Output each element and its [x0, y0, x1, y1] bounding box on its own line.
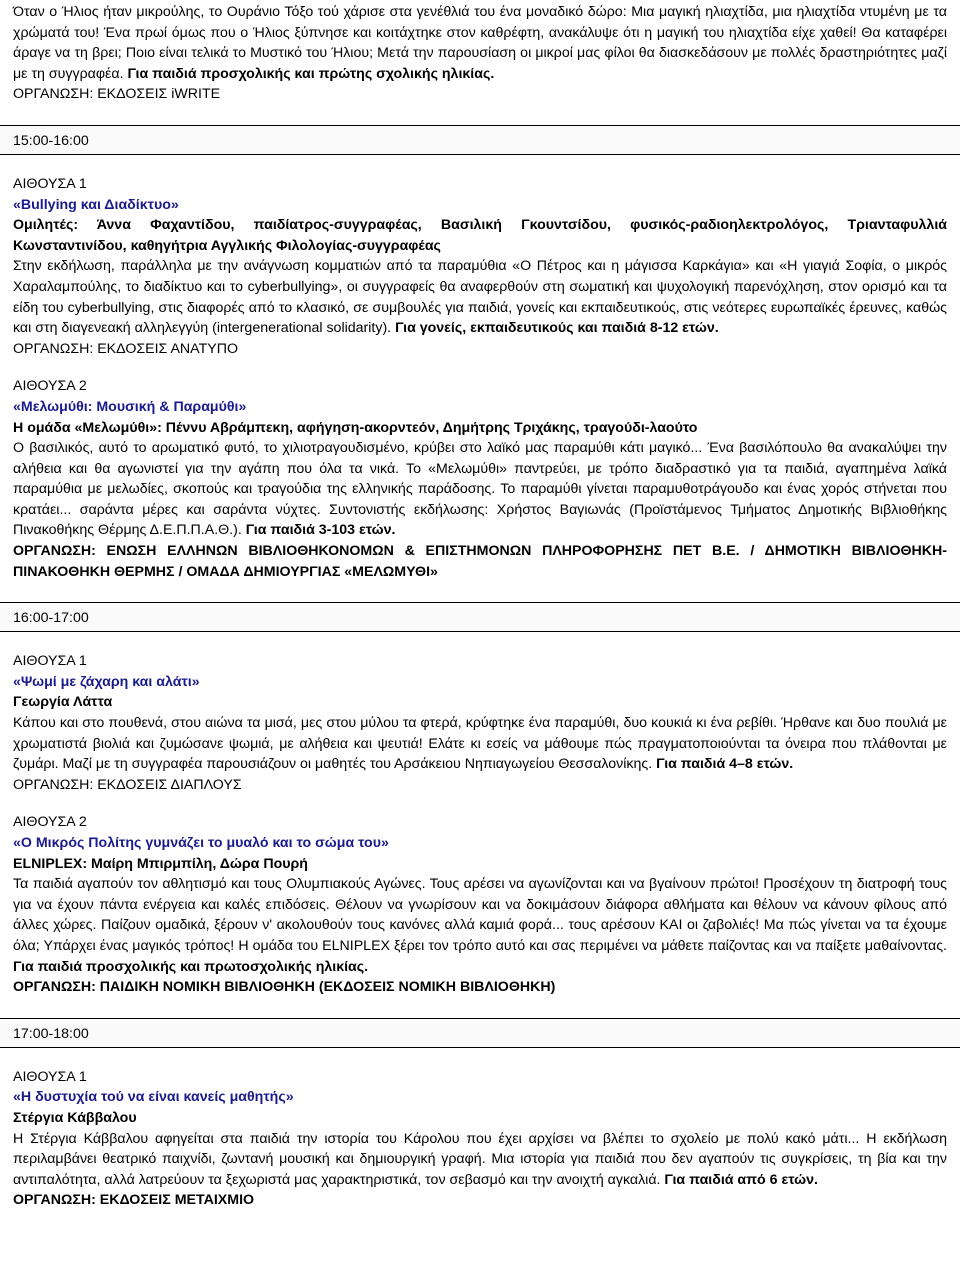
session-description-block — [13, 1129, 947, 1191]
session-description: Ο βασιλικός, αυτό το αρωματικό φυτό, το χιλιοτραγουδισμένο, κρύβει στο λαϊκό μας παραμύθι κάτι μαγικό... Ένα βασιλόπουλο θα ανακαλύψει την αλήθεια και θα αγωνιστεί για την αγάπη που όλα τα νικά. Το «Μελωμύθι» παντρεύει, με τρόπο διαδραστικό για τα παιδιά, αγαπημένα λαϊκά παραμύθια με μελωδίες, σκοπούς και τραγούδια της ελληνικής παράδοσης. Το παραμύθι γίνεται παραμυθοτράγουδο και ένας χορός στήνεται που κρατάει... σαράντα μέρες και σαράντα νύχτες. Συντονιστής εκδήλωσης: Χρήστος Βαγιωνάς (Προϊστάμενος Τμήματος Δημοτικής Βιβλιοθήκης Πινακοθήκης Θέρμης Δ.Ε.Π.Π.Α.Θ.). — [13, 440, 947, 539]
session-description: Τα παιδιά αγαπούν τον αθλητισμό και τους Ολυμπιακούς Αγώνες. Τους αρέσει να αγωνίζονται και να βγαίνουν πρώτοι! Προσέχουν τη διατροφή τους για να έχουν πάντα ενέργεια και καλές επιδόσεις. Θέλουν να γνωρίσουν και να δοκιμάσουν διάφορα αθλήματα και θέλουν να κάνουν φίλους από άλλες χώρες. Παίζουν ομαδικά, ξέρουν ν' ακολουθούν τους κανόνες αλλά καμιά φορά... τους αρέσουν ΚΑΙ οι ζαβολιές! Μα πώς γίνεται να τα έχουμε όλα; Υπάρχει ένας μαγικός τρόπος! Η ομάδα του ELNIPLEX ξέρει τον τρόπο αυτό και σας περιμένει να μάθετε παίζοντας και να παίξετε μαθαίνοντας. — [13, 876, 947, 954]
session-description-block — [13, 438, 947, 541]
session — [13, 1067, 947, 1211]
room-label: ΑΙΘΟΥΣΑ 1 — [13, 1068, 87, 1085]
session-description: Κάπου και στο πουθενά, στου αιώνα τα μισά, μες στου μύλου τα φτερά, κρύφτηκε ένα παραμύθι, δυο κουκιά κι ένα ρεβίθι. Ήρθανε και δυο πουλιά με χρωματιστά βιολιά και ζυμώσανε ψωμιά, με αλήθεια και ψευτιά! Ελάτε κι εσείς να μάθουμε πώς πραγματοποιούνται τα όνειρα που πλάθονται με ζυμάρι. Μαζί με τη συγγραφέα παρουσιάζουν οι μαθητές του Αρσάκειου Νηπιαγωγείου Θεσσαλονίκης. — [13, 715, 947, 773]
session-speakers: Ομιλητές: Άννα Φαχαντίδου, παιδίατρος-συγγραφέας, Βασιλική Γκουντσίδου, φυσικός-ραδιοηλεκτρολόγος, Τριανταφυλλιά Κωνσταντινίδου, καθηγήτρια Αγγλικής Φιλολογίας-συγγραφέας — [13, 217, 947, 254]
session-description: Στην εκδήλωση, παράλληλα με την ανάγνωση κομματιών από τα παραμύθια «Ο Πέτρος και η μάγισσα Καρκάγια» και «Η γιαγιά Σοφία, ο μικρός Χαραλαμπούλης, το διαδίκτυο και το cyberbullying», οι συγγραφείς θα αναφερθούν στη σωματική και ψυχολογική παρενόχληση, στον ορισμό και τα είδη του cyberbullying, στις διαφορές από το κλασικό, σε συμβουλές για παιδιά, γονείς και εκπαιδευτικούς, στις νεότερες ευρωπαϊκές έρευνες, καθώς και στη διαγενεακή αλληλεγγύη (intergenerational solidarity). — [13, 258, 947, 337]
intro-paragraph — [13, 0, 947, 84]
session-description-block — [13, 256, 947, 338]
intro-text: Όταν ο Ήλιος ήταν μικρούλης, το Ουράνιο Τόξο τού χάρισε στα γενέθλιά του ένα μοναδικό δώρο: Μια μαγική ηλιαχτίδα, μια ηλιαχτίδα ντυμένη με τα χρώματά του! Ένα πρωί όμως που ο Ήλιος ξύπνησε και κοιτάχτηκε στον καθρέφτη, ανακάλυψε ότι η μαγική του ηλιαχτίδα είχε χαθεί! Θα καταφέρει άραγε να τη βρει; Ποιο είναι τελικά το Μυστικό του Ήλιου; Μετά την παρουσίαση οι μικροί μας φίλοι θα διασκεδάσουν με πολλές δραστηριότητες μαζί με τη συγγραφέα. — [13, 4, 947, 82]
session-title: «Ο Μικρός Πολίτης γυμνάζει το μυαλό και το σώμα του» — [13, 835, 389, 851]
session-organizer: ΟΡΓΑΝΩΣΗ: ΕΝΩΣΗ ΕΛΛΗΝΩΝ ΒΙΒΛΙΟΘΗΚΟΝΟΜΩΝ & ΕΠΙΣΤΗΜΟΝΩΝ ΠΛΗΡΟΦΟΡΗΣΗΣ ΠΕΤ Β.Ε. / ΔΗΜΟΤΙΚΗ ΒΙΒΛΙΟΘΗΚΗ-ΠΙΝΑΚΟΘΗΚΗ ΘΕΡΜΗΣ / ΟΜΑΔΑ ΔΗΜΙΟΥΡΓΙΑΣ «ΜΕΛΩΜΥΘΙ» — [13, 543, 947, 580]
time-slot-label: 17:00-18:00 — [13, 1025, 89, 1042]
time-slot-header — [0, 125, 960, 155]
time-slot-label: 16:00-17:00 — [13, 610, 89, 627]
session-description: Η Στέργια Κάββαλου αφηγείται στα παιδιά την ιστορία του Κάρολου που έχει αρχίσει να βλέπει το σχολείο με πολύ κακό μάτι... Η εκδήλωση περιλαμβάνει θεατρικό παιχνίδι, ζωντανή μουσική και δημιουργική γραφή. Μια ιστορία για παιδιά που δεν αγαπούν τις συγκρίσεις, τη βία και την αντιπαλότητα, αλλά λατρεύουν τα ξεχωριστά μας χαρακτηριστικά, τον σεβασμό και την ανοιχτή αγκαλιά. — [13, 1130, 947, 1188]
room-label: ΑΙΘΟΥΣΑ 2 — [13, 378, 87, 395]
intro-organizer: ΟΡΓΑΝΩΣΗ: ΕΚΔΟΣΕΙΣ iWRITE — [13, 86, 221, 103]
session-audience: Για παιδιά από 6 ετών. — [664, 1171, 818, 1188]
session — [13, 376, 947, 582]
session-organizer: ΟΡΓΑΝΩΣΗ: ΕΚΔΟΣΕΙΣ ΜΕΤΑΙΧΜΙΟ — [13, 1192, 255, 1209]
session-speakers: ELNIPLEX: Μαίρη Μπιρμπίλη, Δώρα Πουρή — [13, 855, 308, 872]
session-organizer: ΟΡΓΑΝΩΣΗ: ΕΚΔΟΣΕΙΣ ΔΙΑΠΛΟΥΣ — [13, 776, 242, 793]
session-speakers: Γεωργία Λάττα — [13, 694, 113, 711]
session-organizer: ΟΡΓΑΝΩΣΗ: ΕΚΔΟΣΕΙΣ ΑΝΑΤΥΠΟ — [13, 340, 238, 357]
session — [13, 174, 947, 359]
session-organizer: ΟΡΓΑΝΩΣΗ: ΠΑΙΔΙΚΗ ΝΟΜΙΚΗ ΒΙΒΛΙΟΘΗΚΗ (ΕΚΔΟΣΕΙΣ ΝΟΜΙΚΗ ΒΙΒΛΙΟΘΗΚΗ) — [13, 979, 556, 996]
room-label: ΑΙΘΟΥΣΑ 1 — [13, 653, 87, 670]
session-audience: Για παιδιά 3-103 ετών. — [245, 522, 396, 539]
session-title: «Ψωμί με ζάχαρη και αλάτι» — [13, 673, 200, 690]
time-slot-header — [0, 602, 960, 632]
session-title: «Η δυστυχία τού να είναι κανείς μαθητής» — [13, 1089, 294, 1106]
session-audience: Για παιδιά 4–8 ετών. — [656, 756, 794, 773]
time-slot-label: 15:00-16:00 — [13, 132, 89, 149]
session-description-block — [13, 874, 947, 977]
session — [13, 651, 947, 795]
room-label: ΑΙΘΟΥΣΑ 2 — [13, 814, 87, 831]
session-title: «Μελωμύθι: Μουσική & Παραμύθι» — [13, 398, 247, 415]
session-description-block — [13, 713, 947, 775]
session — [13, 812, 947, 997]
session-audience: Για γονείς, εκπαιδευτικούς και παιδιά 8-12 ετών. — [395, 320, 719, 337]
room-label: ΑΙΘΟΥΣΑ 1 — [13, 175, 87, 192]
session-speakers: Η ομάδα «Μελωμύθι»: Πέννυ Αβράμπεκη, αφήγηση-ακορντεόν, Δημήτρης Τριχάκης, τραγούδι-λαούτο — [13, 419, 698, 436]
time-slot-header — [0, 1018, 960, 1048]
session-audience: Για παιδιά προσχολικής και πρωτοσχολικής ηλικίας. — [13, 958, 369, 975]
intro-audience: Για παιδιά προσχολικής και πρώτης σχολικής ηλικίας. — [127, 65, 495, 82]
session-speakers: Στέργια Κάββαλου — [13, 1109, 137, 1126]
session-title: «Bullying και Διαδίκτυο» — [13, 196, 179, 213]
